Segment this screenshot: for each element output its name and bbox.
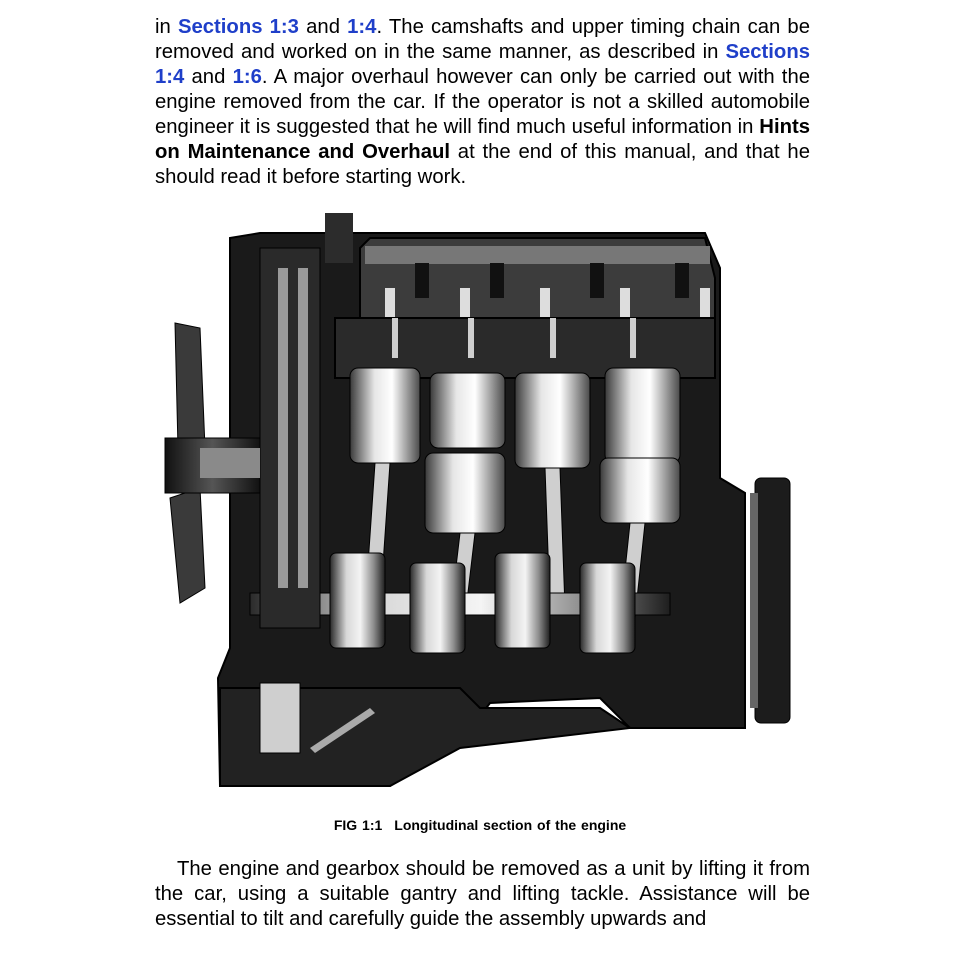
figure-caption [0,817,960,833]
text-run: . A major overhaul however can only be carried out with the engine removed from the car. If the operator is not a skilled automobile engineer it is suggested that he will find much useful information in [155,66,810,138]
link-1-6[interactable]: 1:6 [232,66,262,88]
flywheel [750,478,790,723]
oil-filler-cap [325,213,353,263]
text-run: at the end of this manual, and that he should read it before starting work. [155,141,810,188]
text-run: and [298,16,348,38]
engine-section-illustration [160,208,810,808]
figure-caption-text: Longitudinal section of the engine [394,817,627,833]
link-sections-1-4[interactable]: Sections 1:4 [155,41,810,88]
timing-chain-housing [260,248,320,628]
bold-hints-title: Hints on Maintenance and Overhaul [155,116,810,163]
rocker-cover [365,246,710,264]
text-run: . The camshafts and upper timing chain can be removed and worked on in the same manner, as described in [155,16,810,63]
text-run: and [184,66,233,88]
link-sections-1-3[interactable]: Sections 1:3 [177,16,299,38]
timing-chain [278,268,288,588]
engine-drawing [160,208,810,808]
oil-pump [260,683,300,753]
text-run: in [155,16,178,38]
link-1-4[interactable]: 1:4 [347,16,377,38]
paragraph-intro [155,15,810,190]
figure-label: FIG 1:1 [333,817,383,833]
paragraph-removal: The engine and gearbox should be removed as a unit by lifting it from the car, using a suitable gantry and lifting tackle. Assistance will be essential to tilt and carefully guide the assembly upwards and [155,858,810,930]
